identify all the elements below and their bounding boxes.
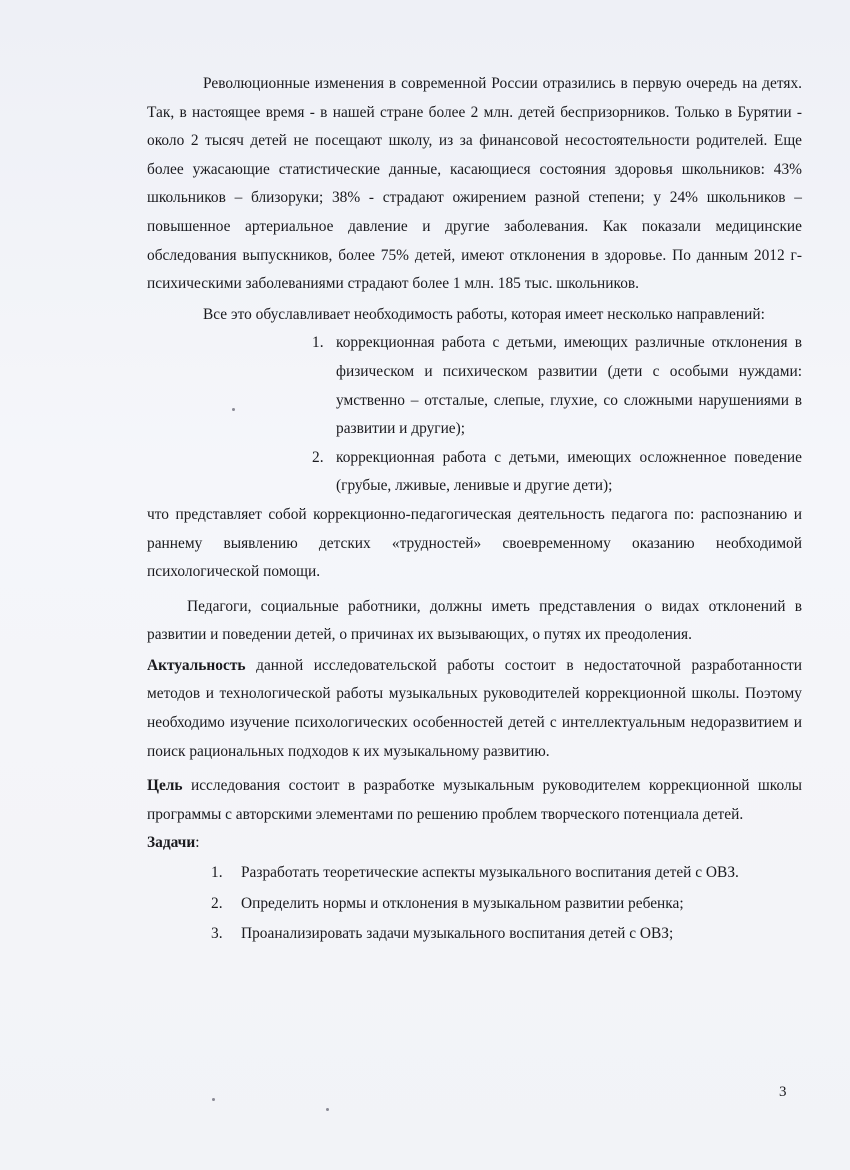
relevance-label: Актуальность: [147, 656, 246, 674]
tasks-label: Задачи: [147, 834, 196, 852]
list-item: [211, 919, 802, 950]
directions-list: [312, 329, 802, 501]
scan-speck: [326, 1108, 329, 1111]
scan-speck: [212, 1098, 215, 1101]
tasks-list: [211, 858, 802, 950]
paragraph-intro: Революционные изменения в современной России отразились в первую очередь на детях. Так, в настоящее время - в нашей стране более 2 млн. детей беспризорников. Только в Бурятии - около 2 тысяч детей не посещают школу, из за финансовой несостоятельности родителей. Еще более ужасающие статистические данные, касающиеся состояния здоровья школьников: 43% школьников – близоруки; 38% - страдают ожирением разной степени; у 24% школьников – повышенное артериальное давление и другие заболевания. Как показали медицинские обследования выпускников, более 75% детей, имеют отклонения в здоровье. По данным 2012 г- психическими заболеваниями страдают более 1 млн. 185 тыс. школьников.: [147, 75, 802, 293]
list-item: [211, 858, 802, 889]
paragraph-relevance: [147, 652, 802, 766]
relevance-text: данной исследовательской работы состоит в недостаточной разработанности методов и технологической работы музыкальных руководителей коррекционной школы. Поэтому необходимо изучение психологических особенностей детей с интеллектуальным недоразвитием и поиск рациональных подходов к их музыкальному развитию.: [147, 656, 802, 760]
list-item-number: 2.: [211, 894, 223, 912]
document-body: [147, 70, 802, 950]
list-item-text: коррекционная работа с детьми, имеющих различные отклонения в физическом и психическом развитии (дети с особыми нуждами: умственно – отсталые, слепые, глухие, со сложными нарушениями в развитии и другие);: [336, 334, 802, 438]
goal-text: исследования состоит в разработке музыкальным руководителем коррекционной школы программы с авторскими элементами по решению проблем творческого потенциала детей.: [147, 777, 802, 823]
paragraph-goal: [147, 772, 802, 829]
list-item: [312, 444, 802, 501]
goal-label: Цель: [147, 777, 183, 795]
paragraph-activity: что представляет собой коррекционно-педагогическая деятельность педагога по: распознанию и раннему выявлению детских «трудностей» своевременному оказанию необходимой психологической помощи.: [147, 505, 802, 581]
page-number: 3: [779, 1084, 787, 1100]
tasks-colon: :: [195, 834, 200, 852]
tasks-heading: [147, 829, 802, 858]
paragraph-teachers: Педагоги, социальные работники, должны иметь представления о видах отклонений в развитии и поведении детей, о причинах их вызывающих, о путях их преодоления.: [147, 597, 802, 644]
list-item-text: Определить нормы и отклонения в музыкальном развитии ребенка;: [241, 894, 684, 912]
list-item: [312, 329, 802, 443]
list-item: [211, 889, 802, 920]
list-item-text: Проанализировать задачи музыкального воспитания детей с ОВЗ;: [241, 925, 674, 943]
list-item-text: коррекционная работа с детьми, имеющих осложненное поведение (грубые, лживые, ленивые и другие дети);: [336, 448, 802, 495]
list-item-text: Разработать теоретические аспекты музыкального воспитания детей с ОВЗ.: [241, 864, 739, 882]
paragraph-necessity: Все это обуславливает необходимость работы, которая имеет несколько направлений:: [203, 305, 765, 323]
list-item-number: 1.: [211, 864, 223, 882]
list-item-number: 2.: [312, 448, 324, 466]
list-item-number: 3.: [211, 925, 223, 943]
list-item-number: 1.: [312, 334, 324, 352]
